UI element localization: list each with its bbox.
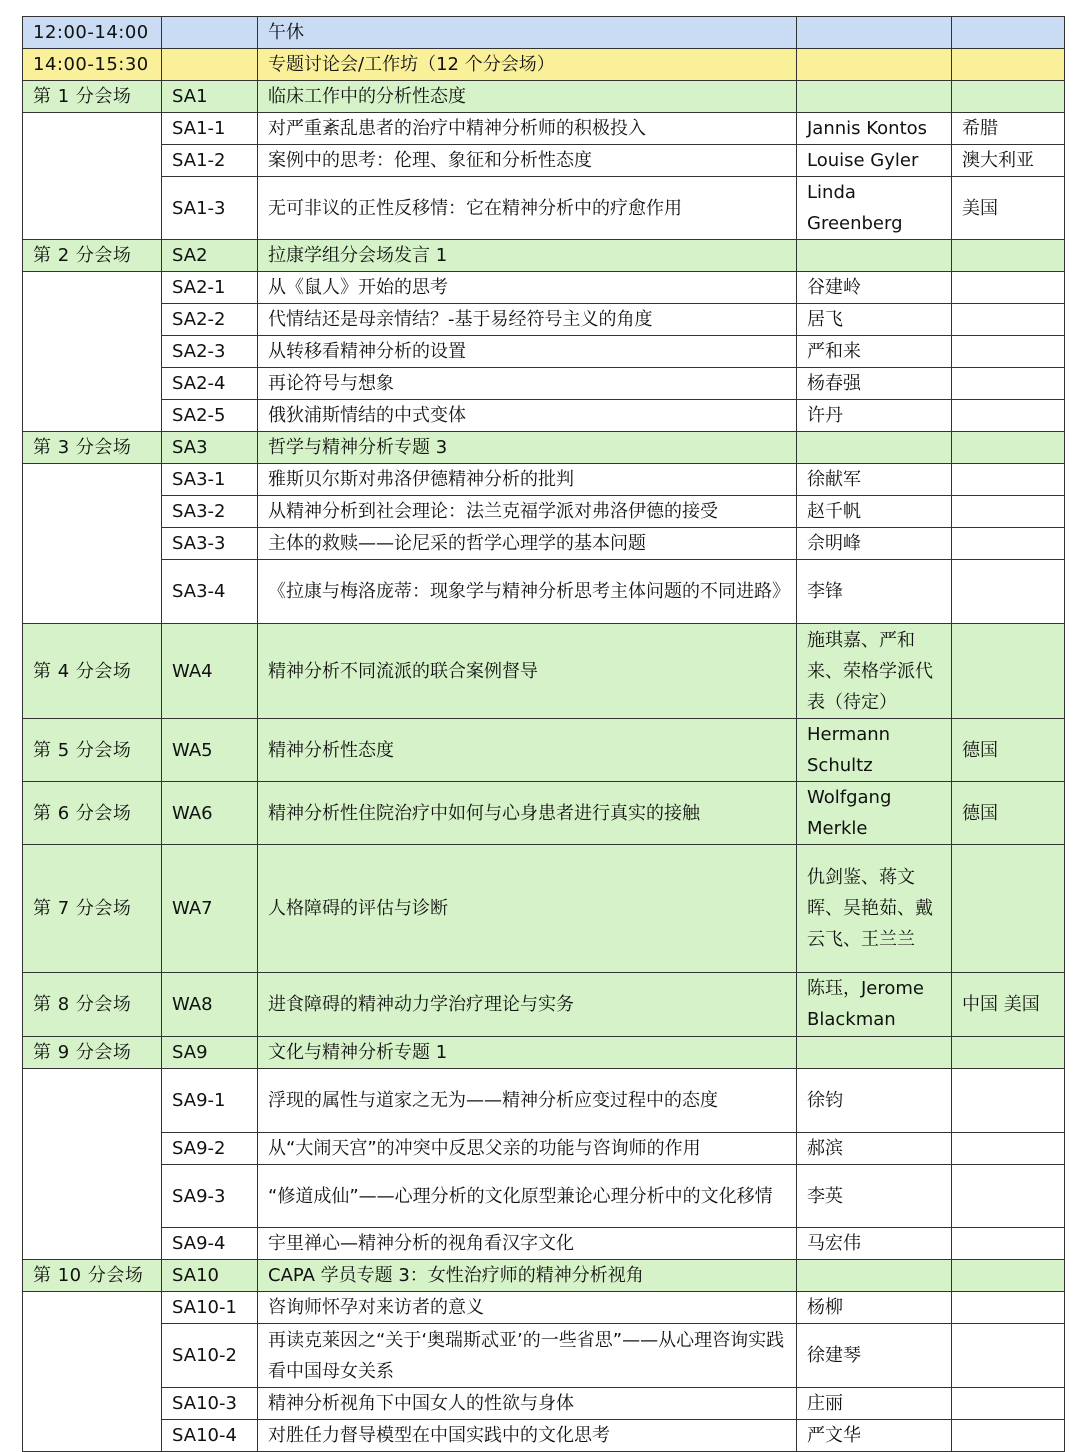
table-row xyxy=(23,1420,1065,1452)
speaker-cell: 庄丽 xyxy=(797,1388,952,1420)
venue-cell: 第 10 分会场 xyxy=(23,1260,162,1292)
table-row xyxy=(23,496,1065,528)
table-row xyxy=(23,1164,1065,1228)
speaker-cell xyxy=(797,432,952,464)
code-cell: SA9-2 xyxy=(162,1132,258,1164)
table-row xyxy=(23,113,1065,145)
country-cell: 美国 xyxy=(952,177,1065,240)
speaker-cell: Louise Gyler xyxy=(797,145,952,177)
code-cell: SA10-1 xyxy=(162,1292,258,1324)
table-row xyxy=(23,272,1065,304)
country-cell xyxy=(952,528,1065,560)
speaker-cell xyxy=(797,17,952,49)
country-cell xyxy=(952,560,1065,624)
speaker-cell: 陈珏，Jerome Blackman xyxy=(797,973,952,1037)
country-cell xyxy=(952,400,1065,432)
country-cell xyxy=(952,336,1065,368)
country-cell xyxy=(952,1228,1065,1260)
country-cell xyxy=(952,368,1065,400)
topic-cell: 临床工作中的分析性态度 xyxy=(258,81,797,113)
venue-blank-cell xyxy=(23,464,162,624)
code-cell: SA2-2 xyxy=(162,304,258,336)
venue-cell: 第 4 分会场 xyxy=(23,623,162,719)
speaker-cell: 仇剑鉴、蒋文晖、吴艳茹、戴云飞、王兰兰 xyxy=(797,845,952,973)
topic-cell: 从精神分析到社会理论：法兰克福学派对弗洛伊德的接受 xyxy=(258,496,797,528)
topic-cell: 浮现的属性与道家之无为——精神分析应变过程中的态度 xyxy=(258,1068,797,1132)
venue-cell: 14:00-15:30 xyxy=(23,49,162,81)
table-row xyxy=(23,145,1065,177)
country-cell xyxy=(952,623,1065,719)
speaker-cell xyxy=(797,49,952,81)
country-cell xyxy=(952,81,1065,113)
topic-cell: 拉康学组分会场发言 1 xyxy=(258,240,797,272)
table-row xyxy=(23,1132,1065,1164)
code-cell: SA2 xyxy=(162,240,258,272)
speaker-cell: Hermann Schultz xyxy=(797,719,952,782)
speaker-cell: 杨春强 xyxy=(797,368,952,400)
table-row xyxy=(23,368,1065,400)
country-cell: 德国 xyxy=(952,719,1065,782)
speaker-cell: 徐献军 xyxy=(797,464,952,496)
country-cell: 中国 美国 xyxy=(952,973,1065,1037)
topic-cell: 案例中的思考：伦理、象征和分析性态度 xyxy=(258,145,797,177)
venue-cell: 第 1 分会场 xyxy=(23,81,162,113)
code-cell: SA10-2 xyxy=(162,1324,258,1388)
country-cell xyxy=(952,1164,1065,1228)
country-cell xyxy=(952,49,1065,81)
topic-cell: CAPA 学员专题 3：女性治疗师的精神分析视角 xyxy=(258,1260,797,1292)
speaker-cell: 居飞 xyxy=(797,304,952,336)
speaker-cell: 施琪嘉、严和来、荣格学派代表（待定） xyxy=(797,623,952,719)
section-row xyxy=(23,432,1065,464)
code-cell: SA9-3 xyxy=(162,1164,258,1228)
venue-blank-cell xyxy=(23,1292,162,1452)
venue-blank-cell xyxy=(23,1068,162,1260)
section-row xyxy=(23,17,1065,49)
speaker-cell: 李英 xyxy=(797,1164,952,1228)
topic-cell: 从转移看精神分析的设置 xyxy=(258,336,797,368)
code-cell: SA1-2 xyxy=(162,145,258,177)
table-row xyxy=(23,304,1065,336)
code-cell: WA8 xyxy=(162,973,258,1037)
speaker-cell: 马宏伟 xyxy=(797,1228,952,1260)
section-row xyxy=(23,973,1065,1037)
country-cell xyxy=(952,240,1065,272)
topic-cell: 再论符号与想象 xyxy=(258,368,797,400)
topic-cell: 精神分析视角下中国女人的性欲与身体 xyxy=(258,1388,797,1420)
table-row xyxy=(23,1388,1065,1420)
section-row xyxy=(23,1036,1065,1068)
speaker-cell xyxy=(797,240,952,272)
speaker-cell: 谷建岭 xyxy=(797,272,952,304)
code-cell: SA9-4 xyxy=(162,1228,258,1260)
code-cell: SA3-3 xyxy=(162,528,258,560)
code-cell: SA2-5 xyxy=(162,400,258,432)
table-row xyxy=(23,400,1065,432)
country-cell xyxy=(952,1260,1065,1292)
speaker-cell: 李锋 xyxy=(797,560,952,624)
country-cell xyxy=(952,1068,1065,1132)
venue-cell: 第 5 分会场 xyxy=(23,719,162,782)
topic-cell: 午休 xyxy=(258,17,797,49)
speaker-cell: 赵千帆 xyxy=(797,496,952,528)
venue-cell: 第 9 分会场 xyxy=(23,1036,162,1068)
code-cell: SA3-1 xyxy=(162,464,258,496)
section-row xyxy=(23,782,1065,845)
speaker-cell: Wolfgang Merkle xyxy=(797,782,952,845)
table-row xyxy=(23,1228,1065,1260)
country-cell xyxy=(952,1324,1065,1388)
topic-cell: 雅斯贝尔斯对弗洛伊德精神分析的批判 xyxy=(258,464,797,496)
speaker-cell: 严文华 xyxy=(797,1420,952,1452)
section-row xyxy=(23,1260,1065,1292)
country-cell xyxy=(952,1036,1065,1068)
topic-cell: 《拉康与梅洛庞蒂：现象学与精神分析思考主体问题的不同进路》 xyxy=(258,560,797,624)
country-cell xyxy=(952,496,1065,528)
code-cell: SA3-4 xyxy=(162,560,258,624)
code-cell: SA2-3 xyxy=(162,336,258,368)
table-row xyxy=(23,560,1065,624)
code-cell: SA1 xyxy=(162,81,258,113)
speaker-cell: 严和来 xyxy=(797,336,952,368)
speaker-cell xyxy=(797,81,952,113)
section-row xyxy=(23,81,1065,113)
code-cell: SA10-4 xyxy=(162,1420,258,1452)
topic-cell: 精神分析性住院治疗中如何与心身患者进行真实的接触 xyxy=(258,782,797,845)
country-cell xyxy=(952,432,1065,464)
code-cell: SA9 xyxy=(162,1036,258,1068)
speaker-cell: Jannis Kontos xyxy=(797,113,952,145)
venue-blank-cell xyxy=(23,272,162,432)
topic-cell: 俄狄浦斯情结的中式变体 xyxy=(258,400,797,432)
code-cell: SA3-2 xyxy=(162,496,258,528)
code-cell: SA10 xyxy=(162,1260,258,1292)
section-row xyxy=(23,845,1065,973)
topic-cell: 人格障碍的评估与诊断 xyxy=(258,845,797,973)
venue-cell: 12:00-14:00 xyxy=(23,17,162,49)
country-cell xyxy=(952,1420,1065,1452)
code-cell xyxy=(162,49,258,81)
section-row xyxy=(23,623,1065,719)
topic-cell: 咨询师怀孕对来访者的意义 xyxy=(258,1292,797,1324)
country-cell xyxy=(952,464,1065,496)
venue-cell: 第 8 分会场 xyxy=(23,973,162,1037)
code-cell: SA9-1 xyxy=(162,1068,258,1132)
topic-cell: 从“大闹天宫”的冲突中反思父亲的功能与咨询师的作用 xyxy=(258,1132,797,1164)
code-cell: WA5 xyxy=(162,719,258,782)
table-row xyxy=(23,528,1065,560)
code-cell: WA6 xyxy=(162,782,258,845)
table-row xyxy=(23,1068,1065,1132)
topic-cell: 精神分析不同流派的联合案例督导 xyxy=(258,623,797,719)
schedule-body xyxy=(23,17,1065,1452)
table-row xyxy=(23,177,1065,240)
country-cell xyxy=(952,1292,1065,1324)
topic-cell: 再读克莱因之“关于‘奥瑞斯忒亚’的一些省思”——从心理咨询实践看中国母女关系 xyxy=(258,1324,797,1388)
code-cell xyxy=(162,17,258,49)
table-row xyxy=(23,464,1065,496)
country-cell xyxy=(952,272,1065,304)
venue-cell: 第 7 分会场 xyxy=(23,845,162,973)
topic-cell: 哲学与精神分析专题 3 xyxy=(258,432,797,464)
topic-cell: 宇里禅心—精神分析的视角看汉字文化 xyxy=(258,1228,797,1260)
code-cell: SA10-3 xyxy=(162,1388,258,1420)
speaker-cell: 许丹 xyxy=(797,400,952,432)
section-row xyxy=(23,49,1065,81)
speaker-cell: 徐钧 xyxy=(797,1068,952,1132)
topic-cell: 对胜任力督导模型在中国实践中的文化思考 xyxy=(258,1420,797,1452)
code-cell: SA2-4 xyxy=(162,368,258,400)
table-row xyxy=(23,1292,1065,1324)
topic-cell: 进食障碍的精神动力学治疗理论与实务 xyxy=(258,973,797,1037)
table-row xyxy=(23,1324,1065,1388)
country-cell: 澳大利亚 xyxy=(952,145,1065,177)
topic-cell: 对严重紊乱患者的治疗中精神分析师的积极投入 xyxy=(258,113,797,145)
topic-cell: 专题讨论会/工作坊（12 个分会场） xyxy=(258,49,797,81)
code-cell: WA4 xyxy=(162,623,258,719)
venue-cell: 第 6 分会场 xyxy=(23,782,162,845)
country-cell xyxy=(952,1388,1065,1420)
code-cell: SA1-1 xyxy=(162,113,258,145)
topic-cell: 文化与精神分析专题 1 xyxy=(258,1036,797,1068)
code-cell: WA7 xyxy=(162,845,258,973)
code-cell: SA3 xyxy=(162,432,258,464)
country-cell xyxy=(952,304,1065,336)
section-row xyxy=(23,240,1065,272)
venue-blank-cell xyxy=(23,113,162,240)
speaker-cell: 郝滨 xyxy=(797,1132,952,1164)
section-row xyxy=(23,719,1065,782)
topic-cell: 精神分析性态度 xyxy=(258,719,797,782)
country-cell: 希腊 xyxy=(952,113,1065,145)
speaker-cell: 徐建琴 xyxy=(797,1324,952,1388)
schedule-table xyxy=(22,16,1065,1452)
speaker-cell: 杨柳 xyxy=(797,1292,952,1324)
country-cell: 德国 xyxy=(952,782,1065,845)
country-cell xyxy=(952,1132,1065,1164)
speaker-cell xyxy=(797,1260,952,1292)
venue-cell: 第 2 分会场 xyxy=(23,240,162,272)
topic-cell: 从《鼠人》开始的思考 xyxy=(258,272,797,304)
topic-cell: 主体的救赎——论尼采的哲学心理学的基本问题 xyxy=(258,528,797,560)
topic-cell: “修道成仙”——心理分析的文化原型兼论心理分析中的文化移情 xyxy=(258,1164,797,1228)
schedule-table-wrapper xyxy=(22,16,1064,1452)
topic-cell: 无可非议的正性反移情：它在精神分析中的疗愈作用 xyxy=(258,177,797,240)
country-cell xyxy=(952,17,1065,49)
venue-cell: 第 3 分会场 xyxy=(23,432,162,464)
topic-cell: 代情结还是母亲情结？-基于易经符号主义的角度 xyxy=(258,304,797,336)
speaker-cell xyxy=(797,1036,952,1068)
country-cell xyxy=(952,845,1065,973)
code-cell: SA1-3 xyxy=(162,177,258,240)
code-cell: SA2-1 xyxy=(162,272,258,304)
table-row xyxy=(23,336,1065,368)
speaker-cell: Linda Greenberg xyxy=(797,177,952,240)
speaker-cell: 佘明峰 xyxy=(797,528,952,560)
